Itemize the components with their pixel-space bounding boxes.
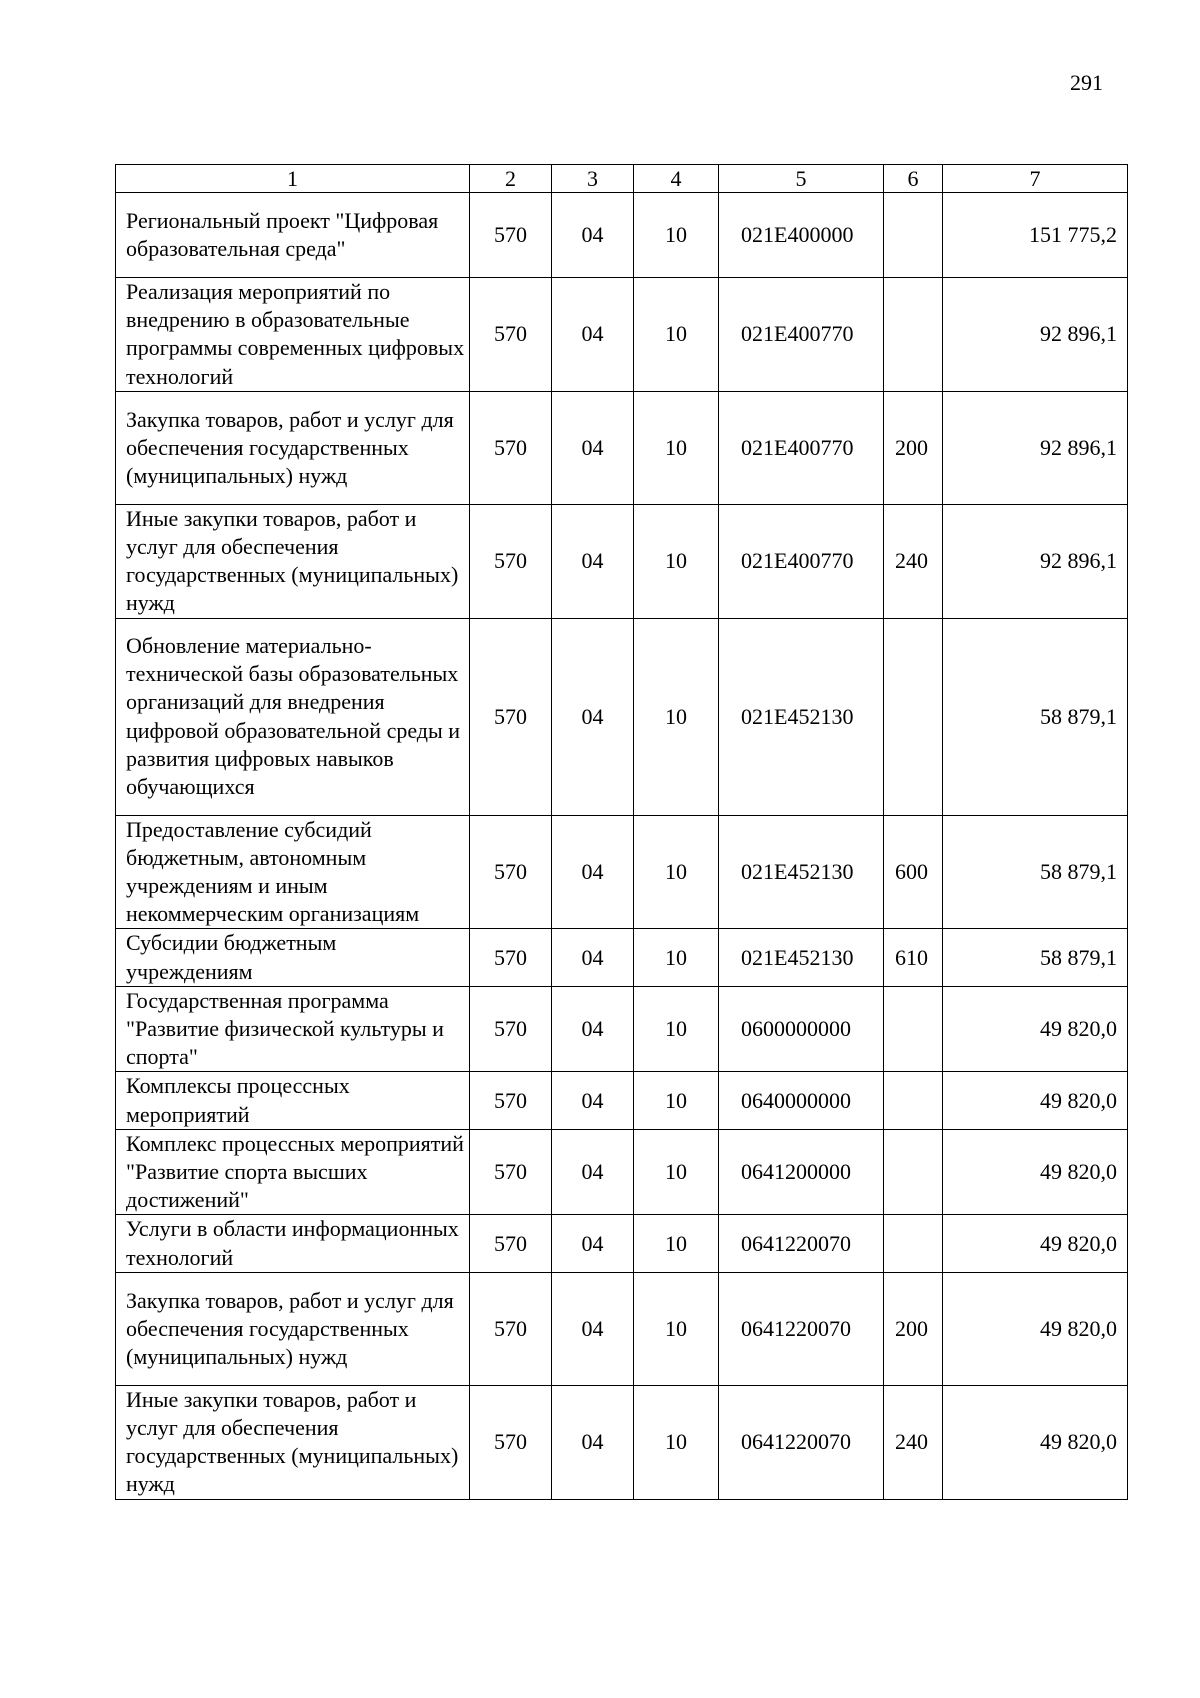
- ministry-code: 570: [470, 1385, 552, 1499]
- table-row: [116, 1072, 1128, 1129]
- section-code: 04: [552, 1129, 634, 1215]
- ministry-code: 570: [470, 193, 552, 278]
- target-item-code: 021E400000: [719, 193, 884, 278]
- budget-table: [115, 164, 1128, 1500]
- column-header: 4: [634, 165, 719, 193]
- amount: 92 896,1: [943, 391, 1128, 504]
- section-code: 04: [552, 1215, 634, 1272]
- table-row: [116, 815, 1128, 929]
- section-code: 04: [552, 618, 634, 815]
- ministry-code: 570: [470, 391, 552, 504]
- expense-type-code: [884, 193, 943, 278]
- subsection-code: 10: [634, 1072, 719, 1129]
- table-row: [116, 986, 1128, 1072]
- column-header: 3: [552, 165, 634, 193]
- subsection-code: 10: [634, 1272, 719, 1385]
- ministry-code: 570: [470, 929, 552, 986]
- table-row: [116, 929, 1128, 986]
- item-name: Предоставление субсидий бюджетным, автономным учреждениям и иным некоммерческим организациям: [116, 815, 470, 929]
- target-item-code: 021E400770: [719, 504, 884, 618]
- ministry-code: 570: [470, 504, 552, 618]
- section-code: 04: [552, 1272, 634, 1385]
- table-row: [116, 278, 1128, 392]
- target-item-code: 021E452130: [719, 929, 884, 986]
- item-name: Иные закупки товаров, работ и услуг для обеспечения государственных (муниципальных) нужд: [116, 504, 470, 618]
- item-name: Реализация мероприятий по внедрению в образовательные программы современных цифровых технологий: [116, 278, 470, 392]
- target-item-code: 021E452130: [719, 618, 884, 815]
- subsection-code: 10: [634, 815, 719, 929]
- table-row: [116, 193, 1128, 278]
- amount: 92 896,1: [943, 504, 1128, 618]
- target-item-code: 0641220070: [719, 1215, 884, 1272]
- subsection-code: 10: [634, 986, 719, 1072]
- expense-type-code: [884, 1129, 943, 1215]
- subsection-code: 10: [634, 193, 719, 278]
- subsection-code: 10: [634, 1385, 719, 1499]
- ministry-code: 570: [470, 1129, 552, 1215]
- ministry-code: 570: [470, 278, 552, 392]
- section-code: 04: [552, 391, 634, 504]
- section-code: 04: [552, 504, 634, 618]
- subsection-code: 10: [634, 929, 719, 986]
- ministry-code: 570: [470, 1215, 552, 1272]
- target-item-code: 0641220070: [719, 1272, 884, 1385]
- amount: 49 820,0: [943, 1215, 1128, 1272]
- ministry-code: 570: [470, 618, 552, 815]
- target-item-code: 021E400770: [719, 391, 884, 504]
- page-number: 291: [1070, 70, 1103, 95]
- expense-type-code: 200: [884, 1272, 943, 1385]
- subsection-code: 10: [634, 278, 719, 392]
- item-name: Услуги в области информационных технологий: [116, 1215, 470, 1272]
- amount: 49 820,0: [943, 1072, 1128, 1129]
- subsection-code: 10: [634, 1129, 719, 1215]
- item-name: Комплексы процессных мероприятий: [116, 1072, 470, 1129]
- expense-type-code: [884, 1215, 943, 1272]
- subsection-code: 10: [634, 1215, 719, 1272]
- table-row: [116, 504, 1128, 618]
- table-row: [116, 1272, 1128, 1385]
- section-code: 04: [552, 815, 634, 929]
- column-header: 7: [943, 165, 1128, 193]
- expense-type-code: 610: [884, 929, 943, 986]
- column-header: 5: [719, 165, 884, 193]
- column-header: 6: [884, 165, 943, 193]
- target-item-code: 0600000000: [719, 986, 884, 1072]
- subsection-code: 10: [634, 504, 719, 618]
- item-name: Иные закупки товаров, работ и услуг для обеспечения государственных (муниципальных) нужд: [116, 1385, 470, 1499]
- expense-type-code: 600: [884, 815, 943, 929]
- item-name: Закупка товаров, работ и услуг для обеспечения государственных (муниципальных) нужд: [116, 1272, 470, 1385]
- table-row: [116, 391, 1128, 504]
- subsection-code: 10: [634, 391, 719, 504]
- expense-type-code: 240: [884, 1385, 943, 1499]
- expense-type-code: [884, 1072, 943, 1129]
- section-code: 04: [552, 1072, 634, 1129]
- table-header-row: [116, 165, 1128, 193]
- amount: 58 879,1: [943, 815, 1128, 929]
- item-name: Обновление материально-технической базы образовательных организаций для внедрения цифровой образовательной среды и развития цифровых навыков обучающихся: [116, 618, 470, 815]
- section-code: 04: [552, 929, 634, 986]
- amount: 49 820,0: [943, 986, 1128, 1072]
- ministry-code: 570: [470, 1272, 552, 1385]
- item-name: Субсидии бюджетным учреждениям: [116, 929, 470, 986]
- item-name: Комплекс процессных мероприятий "Развитие спорта высших достижений": [116, 1129, 470, 1215]
- section-code: 04: [552, 986, 634, 1072]
- expense-type-code: [884, 986, 943, 1072]
- expense-type-code: 240: [884, 504, 943, 618]
- column-header: 2: [470, 165, 552, 193]
- item-name: Региональный проект "Цифровая образовательная среда": [116, 193, 470, 278]
- amount: 58 879,1: [943, 929, 1128, 986]
- column-header: 1: [116, 165, 470, 193]
- item-name: Государственная программа "Развитие физической культуры и спорта": [116, 986, 470, 1072]
- subsection-code: 10: [634, 618, 719, 815]
- ministry-code: 570: [470, 815, 552, 929]
- table-row: [116, 1129, 1128, 1215]
- expense-type-code: 200: [884, 391, 943, 504]
- table-row: [116, 1215, 1128, 1272]
- ministry-code: 570: [470, 986, 552, 1072]
- section-code: 04: [552, 193, 634, 278]
- table-row: [116, 618, 1128, 815]
- target-item-code: 0641220070: [719, 1385, 884, 1499]
- expense-type-code: [884, 278, 943, 392]
- ministry-code: 570: [470, 1072, 552, 1129]
- amount: 92 896,1: [943, 278, 1128, 392]
- target-item-code: 0641200000: [719, 1129, 884, 1215]
- section-code: 04: [552, 278, 634, 392]
- target-item-code: 0640000000: [719, 1072, 884, 1129]
- section-code: 04: [552, 1385, 634, 1499]
- target-item-code: 021E400770: [719, 278, 884, 392]
- amount: 49 820,0: [943, 1385, 1128, 1499]
- amount: 49 820,0: [943, 1272, 1128, 1385]
- target-item-code: 021E452130: [719, 815, 884, 929]
- item-name: Закупка товаров, работ и услуг для обеспечения государственных (муниципальных) нужд: [116, 391, 470, 504]
- expense-type-code: [884, 618, 943, 815]
- amount: 151 775,2: [943, 193, 1128, 278]
- amount: 49 820,0: [943, 1129, 1128, 1215]
- table-row: [116, 1385, 1128, 1499]
- amount: 58 879,1: [943, 618, 1128, 815]
